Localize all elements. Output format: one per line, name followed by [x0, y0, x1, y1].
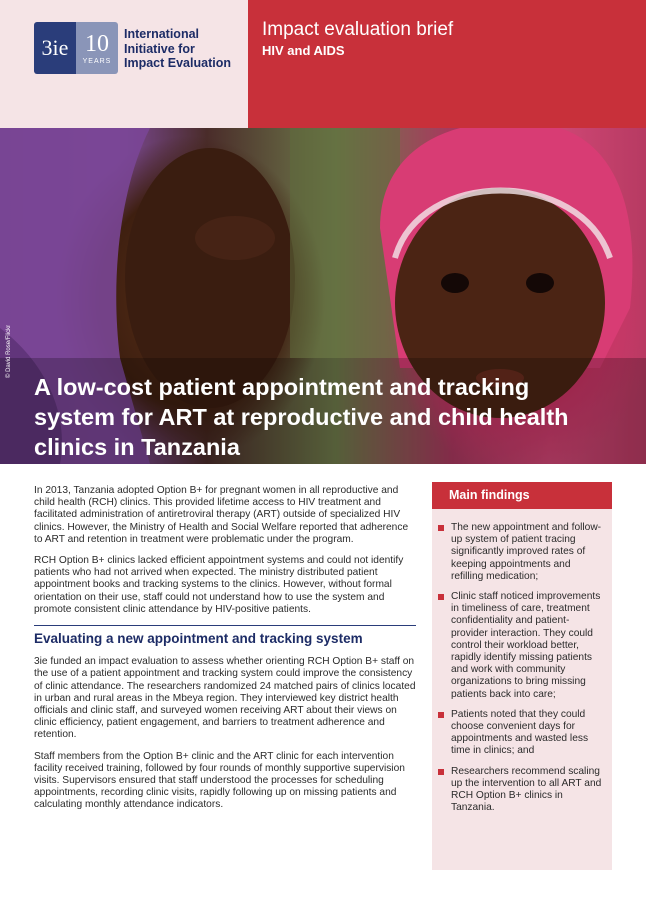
- brief-type: Impact evaluation brief: [262, 19, 454, 40]
- finding-item: [438, 522, 602, 583]
- org-name-line: Initiative for: [124, 41, 195, 56]
- intro-paragraph: In 2013, Tanzania adopted Option B+ for pregnant women in all reproductive and child health (RCH) clinics. This provided lifetime access to HIV treatment and facilitated administration of antiretroviral therapy (ART) outside of specialized HIV clinics. However, the Ministry of Health and Social Welfare reported that adherence to ART and retention in treatment were problematic under the program.: [34, 485, 409, 545]
- main-findings-panel: [432, 482, 612, 870]
- finding-item: [438, 591, 602, 701]
- header-branding: [0, 0, 248, 128]
- finding-text: Researchers recommend scaling up the intervention to all ART and RCH Option B+ clinics in Tanzania.: [451, 765, 602, 814]
- finding-text: The new appointment and follow-up system of patient tracing significantly improved rates of keeping appointments and refilling medication;: [451, 522, 602, 582]
- square-bullet-icon: [438, 712, 444, 718]
- square-bullet-icon: [438, 525, 444, 531]
- findings-list: [432, 509, 612, 814]
- intro-paragraph: RCH Option B+ clinics lacked efficient appointment systems and could not identify patients who had not arrived when expected. The ministry distributed patient appointment books and tracking systems to the clinics. However, without formal orientation on their use, staff could not understand how to use the system and promote consistent clinic attendance by HIV-positive patients.: [34, 555, 404, 615]
- findings-heading: Main findings: [432, 482, 612, 509]
- photo-credit: © David Rose/Flickr: [6, 324, 12, 378]
- hero-photo: [0, 128, 646, 464]
- header-banner: [248, 0, 646, 128]
- finding-item: [438, 709, 602, 758]
- anniversary-years: YEARS: [82, 57, 112, 65]
- square-bullet-icon: [438, 594, 444, 600]
- org-name-line: International: [124, 27, 200, 41]
- org-name: [124, 27, 244, 71]
- main-column: [34, 485, 416, 821]
- 3ie-logo[interactable]: [34, 22, 118, 74]
- logo-mark: 3ie: [34, 22, 76, 74]
- section-paragraph: Staff members from the Option B+ clinic and the ART clinic for each intervention facility received training, followed by four rounds of monthly supportive supervision visits. Supervisors ensured that staff understood the processes for scheduling appointments, recording clinic visits, rapidly following up on missing patients and calculating monthly attendance indicators.: [34, 750, 405, 811]
- finding-item: [438, 766, 602, 815]
- brief-topic: HIV and AIDS: [262, 43, 345, 58]
- square-bullet-icon: [438, 769, 444, 775]
- section-heading: Evaluating a new appointment and tracking system: [34, 625, 416, 645]
- brief-title: A low-cost patient appointment and tracking system for ART at reproductive and child health clinics in Tanzania: [34, 374, 569, 460]
- section-paragraph: 3ie funded an impact evaluation to assess whether orienting RCH Option B+ staff on the use of a patient appointment and tracking system could improve the consistency of clinic attendance. The researchers randomized 24 matched pairs of clinics located in urban and rural areas in the Mbeya region. They interviewed key district health officials and clinic staff, and surveyed women receiving ART about their views on clinic efficiency, patient engagement, and barriers to treatment adherence and retention.: [34, 656, 416, 741]
- finding-text: Patients noted that they could choose convenient days for appointments and wasted less time in clinics; and: [451, 708, 589, 757]
- org-name-line: Impact Evaluation: [124, 56, 231, 70]
- finding-text: Clinic staff noticed improvements in timeliness of care, treatment confidentiality and patient-provider interaction. They could control their workload better, rapidly identify missing patients and work with community organizations to bring missing patients back into care;: [451, 591, 601, 700]
- anniversary-badge: [76, 22, 118, 74]
- anniversary-number: 10: [85, 30, 109, 57]
